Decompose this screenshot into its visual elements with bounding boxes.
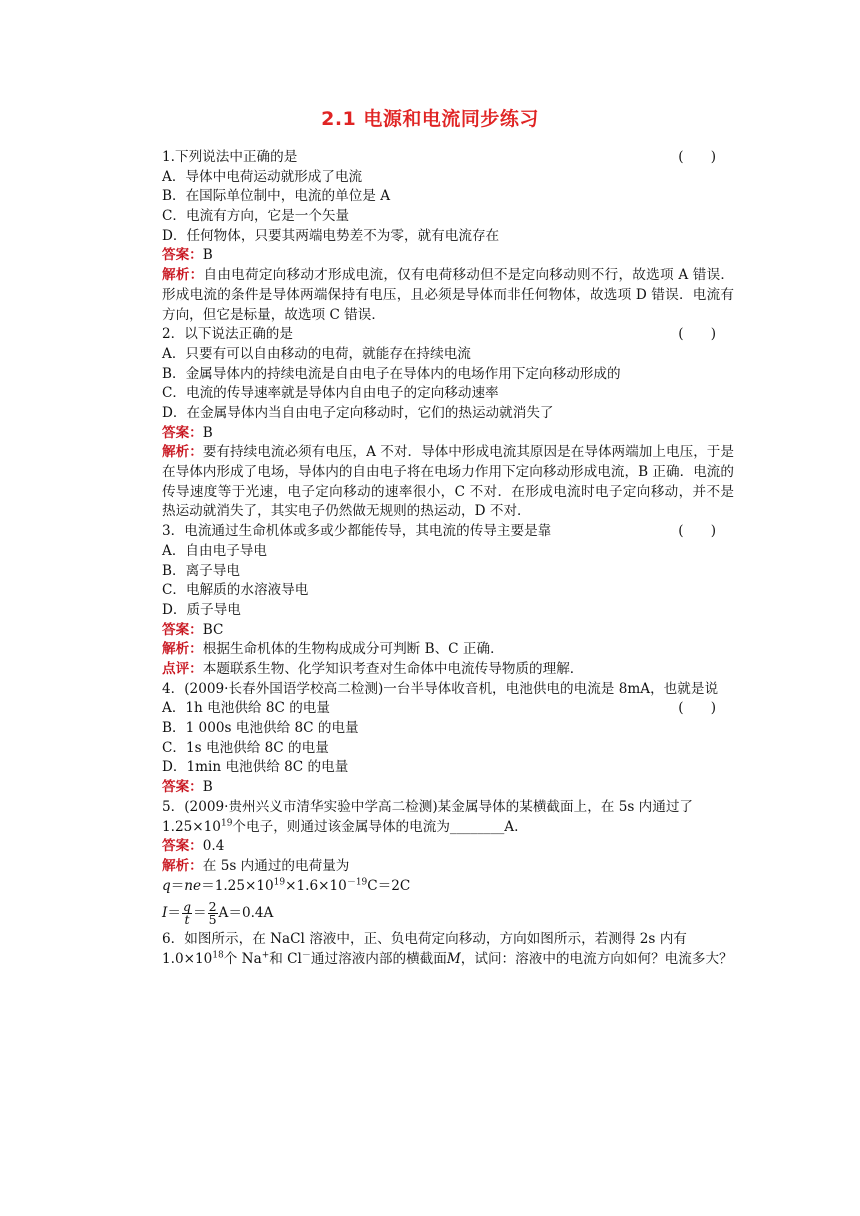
eq-text: A＝0.4A	[218, 905, 274, 922]
option-c: C．电流的传导速率就是导体内自由电子的定向移动速率	[162, 385, 499, 402]
eq-sign: ＝	[167, 905, 181, 922]
analysis-text: 根据生命机体的生物构成成分可判断 B、C 正确．	[202, 641, 504, 658]
analysis-paragraph	[162, 266, 734, 325]
question-3-stem	[162, 522, 734, 542]
equation-current	[162, 896, 734, 930]
answer-bracket: ( )	[678, 523, 716, 540]
answer-line	[162, 246, 734, 266]
denominator: 5	[208, 912, 217, 928]
number-text: 1.0×10	[162, 950, 213, 967]
answer-line	[162, 424, 734, 444]
analysis-label: 解析：	[162, 444, 203, 461]
answer-value: 0.4	[202, 838, 225, 855]
var-m: M	[446, 950, 461, 967]
equation-charge	[162, 877, 734, 897]
exponent: 19	[273, 877, 286, 888]
option-d: D．在金属导体内当自由电子定向移动时，它们的热运动就消失了	[162, 404, 554, 421]
answer-line	[162, 837, 734, 857]
numerator: 2	[208, 899, 217, 915]
charge-sign: －	[301, 950, 311, 961]
fraction-2-over-5	[208, 901, 218, 926]
option-c: C．电流有方向，它是一个矢量	[162, 208, 350, 225]
answer-value: B	[202, 779, 213, 796]
option-b: B．离子导电	[162, 562, 240, 579]
denominator: t	[184, 912, 190, 928]
option-a: A．1h 电池供给 8C 的电量	[162, 700, 330, 717]
eq-text: C＝2C	[367, 877, 411, 894]
eq-text: ＝1.25×10	[201, 877, 274, 894]
exponent: －19	[346, 877, 368, 888]
numerator: q	[182, 899, 191, 915]
answer-line	[162, 778, 734, 798]
option-b: B．在国际单位制中，电流的单位是 A	[162, 188, 391, 205]
question-6-stem-continued	[162, 950, 734, 970]
answer-bracket: ( )	[678, 149, 716, 165]
analysis-text: 在 5s 内通过的电荷量为	[202, 857, 350, 874]
question-stem-text: 1.下列说法中正确的是	[162, 149, 298, 165]
var-ne: ne	[184, 877, 202, 894]
answer-label: 答案：	[162, 621, 203, 638]
answer-line	[162, 621, 734, 641]
analysis-label: 解析：	[162, 641, 203, 658]
option-b: B．金属导体内的持续电流是自由电子在导体内的电场作用下定向移动形成的	[162, 365, 621, 382]
question-2-stem	[162, 325, 734, 345]
answer-value: BC	[202, 621, 224, 638]
analysis-label: 解析：	[162, 267, 204, 284]
answer-bracket: ( )	[678, 700, 716, 717]
question-6-stem: 6．如图所示，在 NaCl 溶液中，正、负电荷定向移动，方向如图所示，若测得 2s 内有	[162, 931, 687, 948]
number-text: 1.25×10	[162, 818, 221, 835]
question-stem-text: 3．电流通过生命机体或多或少都能传导，其电流的传导主要是靠	[162, 523, 552, 540]
analysis-line	[162, 640, 734, 660]
analysis-text: 要有持续电流必须有电压，A 不对．导体中形成电流其原因是在导体两端加上电压，于是在导体内形成了电场，导体内的自由电子将在电场力作用下定向移动形成电流，B 正确．电流的传导速度等于光速，电子定向移动的速率很小，C 不对．在形成电流时电子定向移动，并不是热运动就消失了，其实电子仍然做无规则的热运动，D 不对．	[162, 444, 735, 520]
eq-text: ×1.6×10	[285, 877, 347, 894]
stem-text: 个电子，则通过该金属导体的电流为________A.	[232, 818, 519, 835]
stem-text: 和 Cl	[269, 950, 302, 967]
option-d: D．任何物体，只要其两端电势差不为零，就有电流存在	[162, 227, 500, 244]
analysis-paragraph	[162, 443, 734, 522]
answer-label: 答案：	[162, 779, 203, 796]
question-5-stem-continued	[162, 818, 734, 838]
var-q: q	[162, 877, 171, 894]
stem-text: 通过溶液内部的横截面	[310, 950, 447, 967]
answer-label: 答案：	[162, 838, 203, 855]
option-b: B．1 000s 电池供给 8C 的电量	[162, 720, 359, 737]
option-d: D．1min 电池供给 8C 的电量	[162, 759, 349, 776]
comment-line	[162, 660, 734, 680]
stem-text: ，试问：溶液中的电流方向如何？电流多大？	[460, 950, 733, 967]
question-5-stem: 5．(2009·贵州兴义市清华实验中学高二检测)某金属导体的某横截面上，在 5s 内通过了	[162, 798, 694, 815]
answer-bracket: ( )	[678, 326, 716, 343]
exponent: 18	[212, 950, 224, 961]
option-a: A．导体中电荷运动就形成了电流	[162, 168, 363, 185]
answer-value: B	[202, 247, 213, 264]
analysis-text: 自由电荷定向移动才形成电流，仅有电荷移动但不是定向移动则不行，故选项 A 错误．形成电流的条件是导体两端保持有电压，且必须是导体而非任何物体，故选项 D 错误．电流有方向，但它是标量，故选项 C 错误．	[162, 267, 734, 323]
page-title: 2.1 电源和电流同步练习	[321, 108, 539, 130]
charge-sign: +	[261, 950, 270, 961]
answer-label: 答案：	[162, 247, 203, 264]
option-d: D．质子导电	[162, 601, 241, 618]
var-i: I	[162, 905, 168, 922]
stem-text: 个 Na	[223, 950, 262, 967]
comment-text: 本题联系生物、化学知识考查对生命体中电流传导物质的理解．	[202, 660, 584, 677]
question-stem-text: 2．以下说法正确的是	[162, 326, 293, 343]
exponent: 19	[220, 817, 233, 828]
comment-label: 点评：	[162, 660, 203, 677]
exercise-content	[162, 148, 734, 970]
question-stem-text: 4．(2009·长春外国语学校高二检测)一台半导体收音机，电池供电的电流是 8mA，也就是说	[162, 680, 719, 697]
option-a: A．自由电子导电	[162, 542, 267, 559]
answer-value: B	[202, 424, 213, 441]
analysis-line	[162, 857, 734, 877]
option-c: C．电解质的水溶液导电	[162, 582, 309, 599]
eq-sign: ＝	[170, 877, 185, 894]
question-1-stem	[162, 148, 734, 168]
option-a: A．只要有可以自由移动的电荷，就能存在持续电流	[162, 345, 471, 362]
answer-label: 答案：	[162, 424, 203, 441]
eq-sign: ＝	[192, 905, 207, 922]
analysis-label: 解析：	[162, 857, 203, 874]
fraction-q-over-t	[182, 901, 192, 926]
option-c: C．1s 电池供给 8C 的电量	[162, 739, 329, 756]
